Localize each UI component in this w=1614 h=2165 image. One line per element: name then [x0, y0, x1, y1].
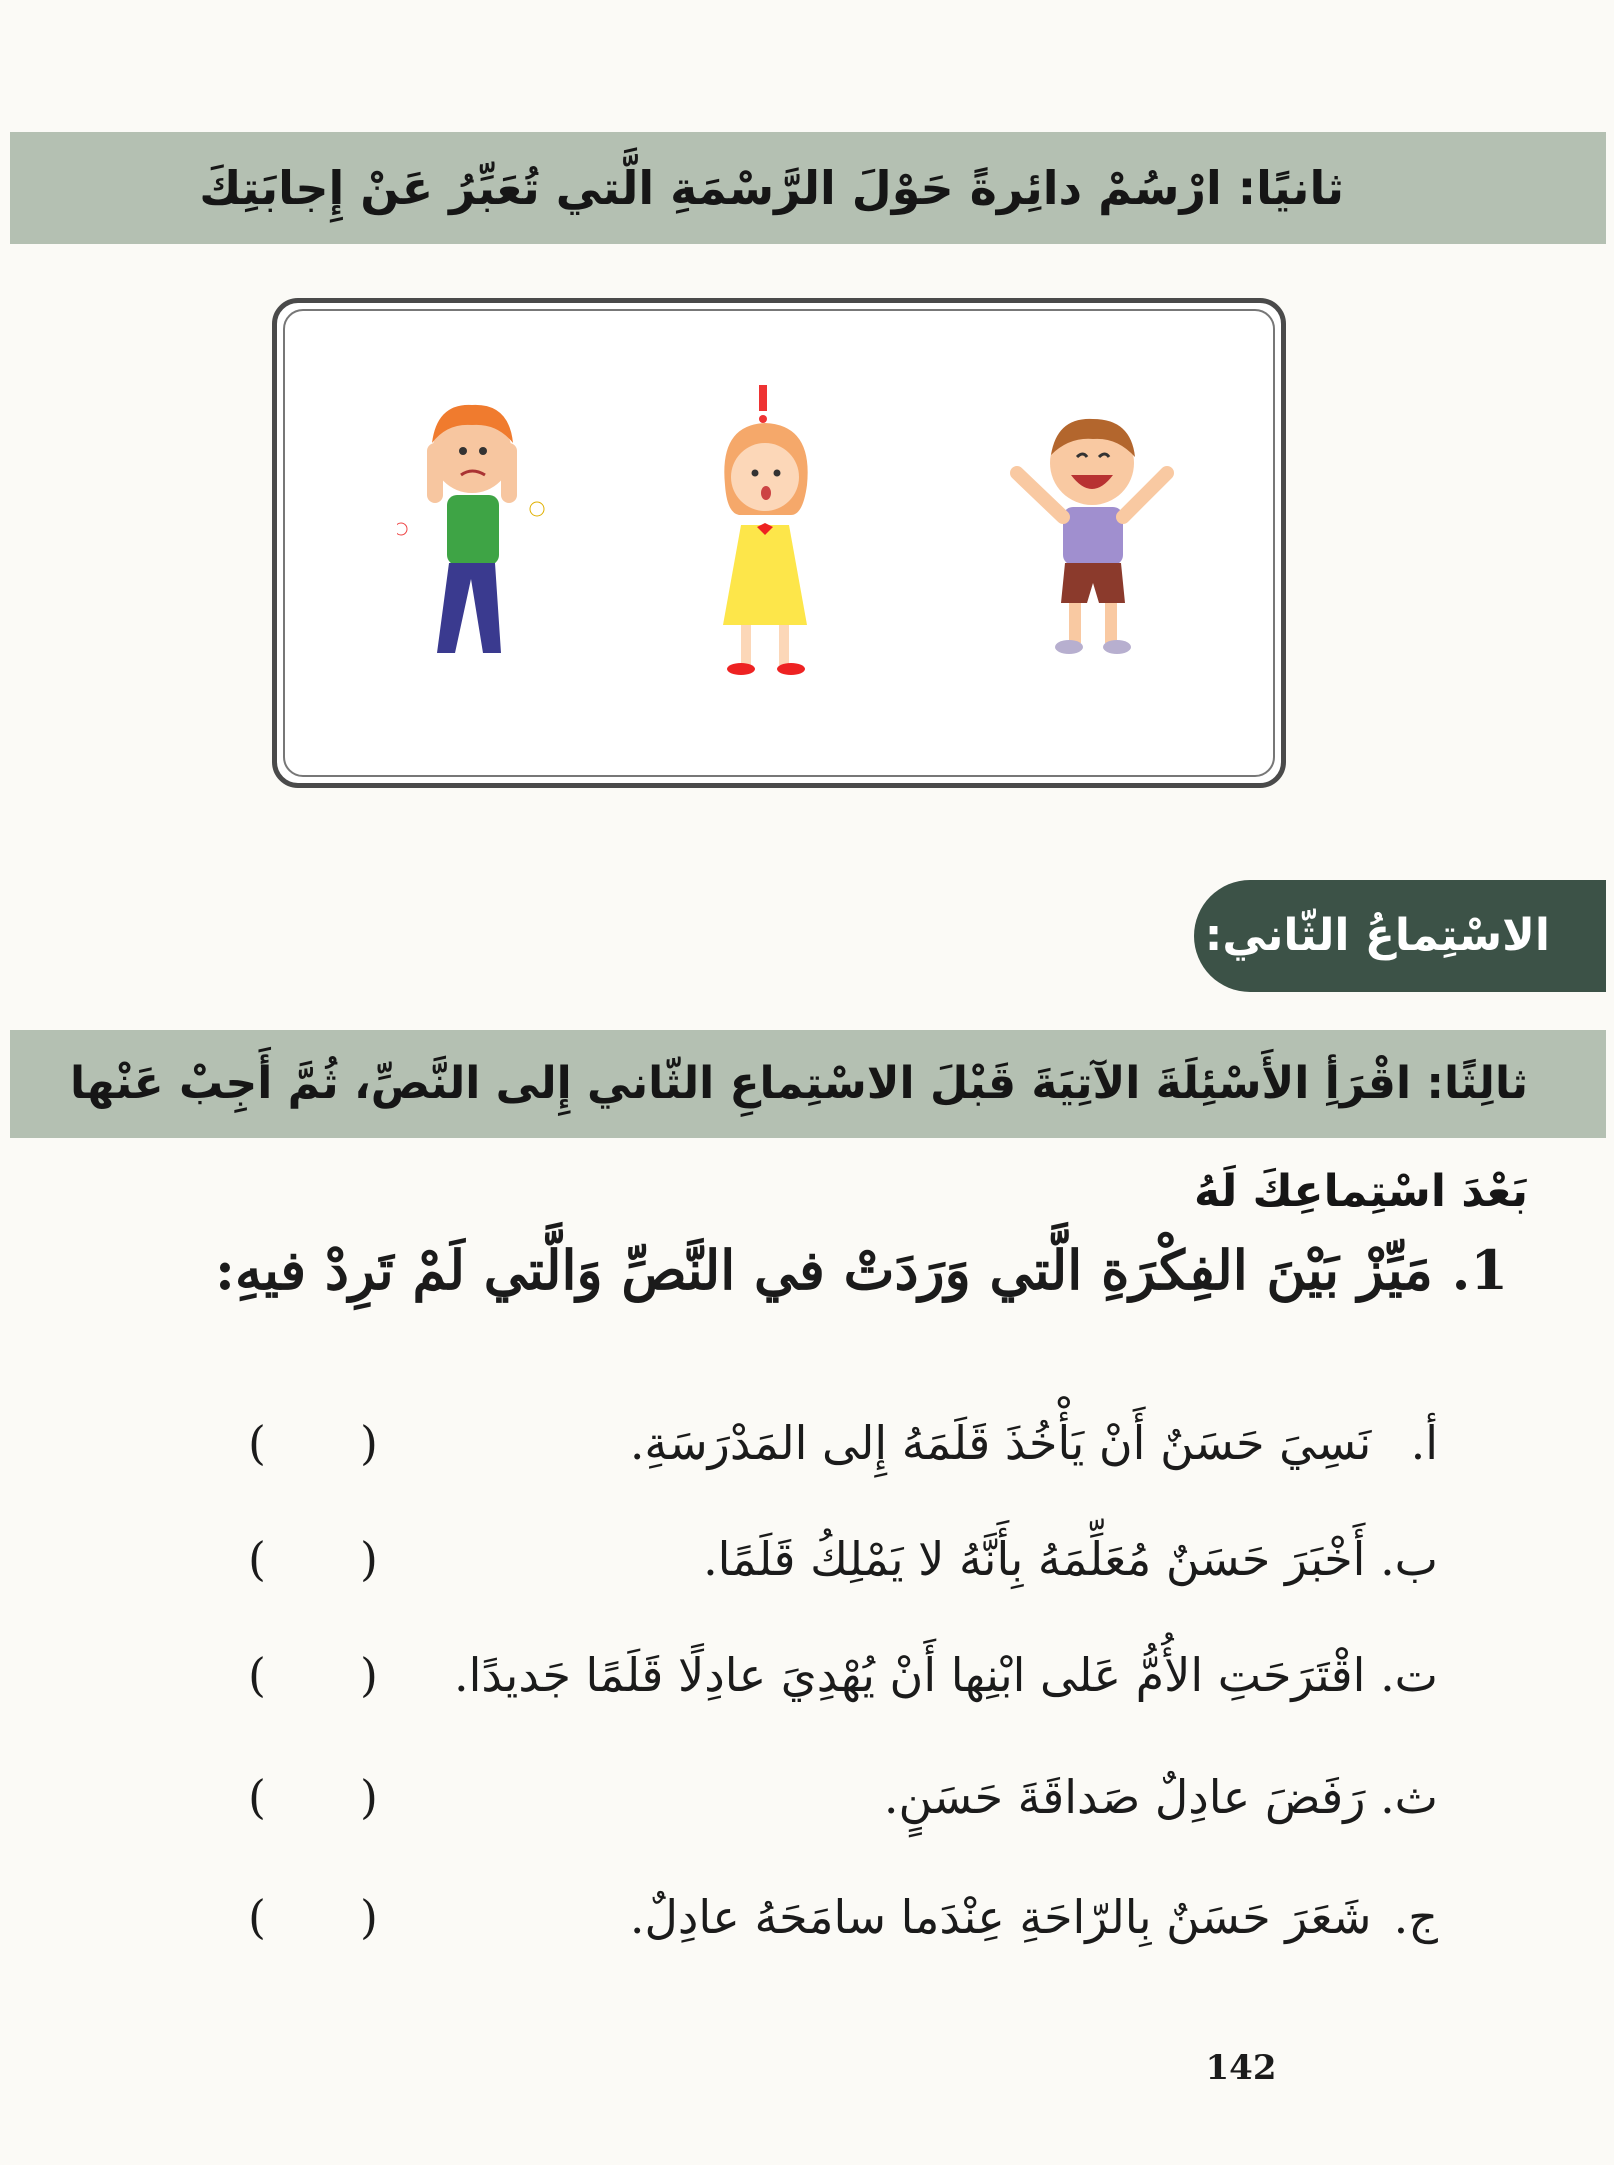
paren-open: ( [248, 1770, 266, 1824]
answer-text: اقْتَرَحَتِ الأُمُّ عَلى ابْنِها أَنْ يُهْدِيَ عادِلًا قَلَمًا جَديدًا. [453, 1648, 1366, 1702]
section-three-instruction-band [10, 1030, 1606, 1217]
answer-checkbox[interactable] [248, 1514, 378, 1604]
answer-text: نَسِيَ حَسَنٌ أَنْ يَأْخُذَ قَلَمَهُ إِلى المَدْرَسَةِ. [629, 1416, 1372, 1470]
paren-open: ( [248, 1648, 266, 1702]
answer-letter: ج. [1393, 1890, 1438, 1944]
page-number: 142 [1205, 2048, 1277, 2088]
paren-close: ) [360, 1416, 378, 1470]
section-two-instruction-band [10, 132, 1606, 244]
illustration-frame [272, 298, 1286, 788]
answer-checkbox[interactable] [248, 1398, 378, 1488]
section-two-title: ثانيًا: ارْسُمْ دائِرةً حَوْلَ الرَّسْمَةِ الَّتي تُعَبِّرُ عَنْ إِجابَتِكَ [199, 161, 1344, 215]
answer-item [338, 1752, 1438, 1842]
second-listening-label [1194, 880, 1606, 992]
paren-close: ) [360, 1890, 378, 1944]
paren-close: ) [360, 1648, 378, 1702]
answer-item [338, 1514, 1438, 1604]
paren-open: ( [248, 1416, 266, 1470]
answer-checkbox[interactable] [248, 1630, 378, 1720]
answer-text: شَعَرَ حَسَنٌ بِالرّاحَةِ عِنْدَما سامَحَهُ عادِلٌ. [629, 1890, 1372, 1944]
answer-checkbox[interactable] [248, 1752, 378, 1842]
kid-surprised-image[interactable] [695, 385, 835, 685]
answer-letter: ت. [1380, 1648, 1438, 1702]
paren-open: ( [248, 1890, 266, 1944]
paren-open: ( [248, 1532, 266, 1586]
answer-item [338, 1872, 1438, 1962]
kid-stressed-image[interactable] [397, 383, 547, 683]
answer-text: أَخْبَرَ حَسَنٌ مُعَلِّمَهُ بِأَنَّهُ لا يَمْلِكُ قَلَمًا. [703, 1532, 1366, 1586]
answer-letter: ث. [1380, 1770, 1438, 1824]
question-one [208, 1230, 1508, 1310]
paren-close: ) [360, 1770, 378, 1824]
paren-close: ) [360, 1532, 378, 1586]
kid-happy-image[interactable] [1007, 403, 1177, 673]
answer-item [338, 1630, 1438, 1720]
section-three-title: ثالِثًا: اقْرَأِ الأَسْئِلَةَ الآتِيَةَ قَبْلَ الاسْتِماعِ الثّاني إِلى النَّصِّ، ثُمَّ أَجِبْ عَنْها بَعْدَ اسْتِماعِكَ لَهُ [70, 1058, 1528, 1217]
answer-letter: ب. [1380, 1532, 1438, 1586]
answer-item [338, 1398, 1438, 1488]
answer-text: رَفَضَ عادِلٌ صَداقَةَ حَسَنٍ. [883, 1770, 1366, 1824]
answer-checkbox[interactable] [248, 1872, 378, 1962]
second-listening-text: الاسْتِماعُ الثّاني: [1204, 910, 1550, 961]
question-one-number: 1. [1451, 1238, 1508, 1302]
question-one-text: مَيِّزْ بَيْنَ الفِكْرَةِ الَّتي وَرَدَتْ في النَّصِّ وَالَّتي لَمْ تَرِدْ فيهِ: [215, 1238, 1433, 1302]
answer-letter: أ. [1410, 1416, 1438, 1470]
